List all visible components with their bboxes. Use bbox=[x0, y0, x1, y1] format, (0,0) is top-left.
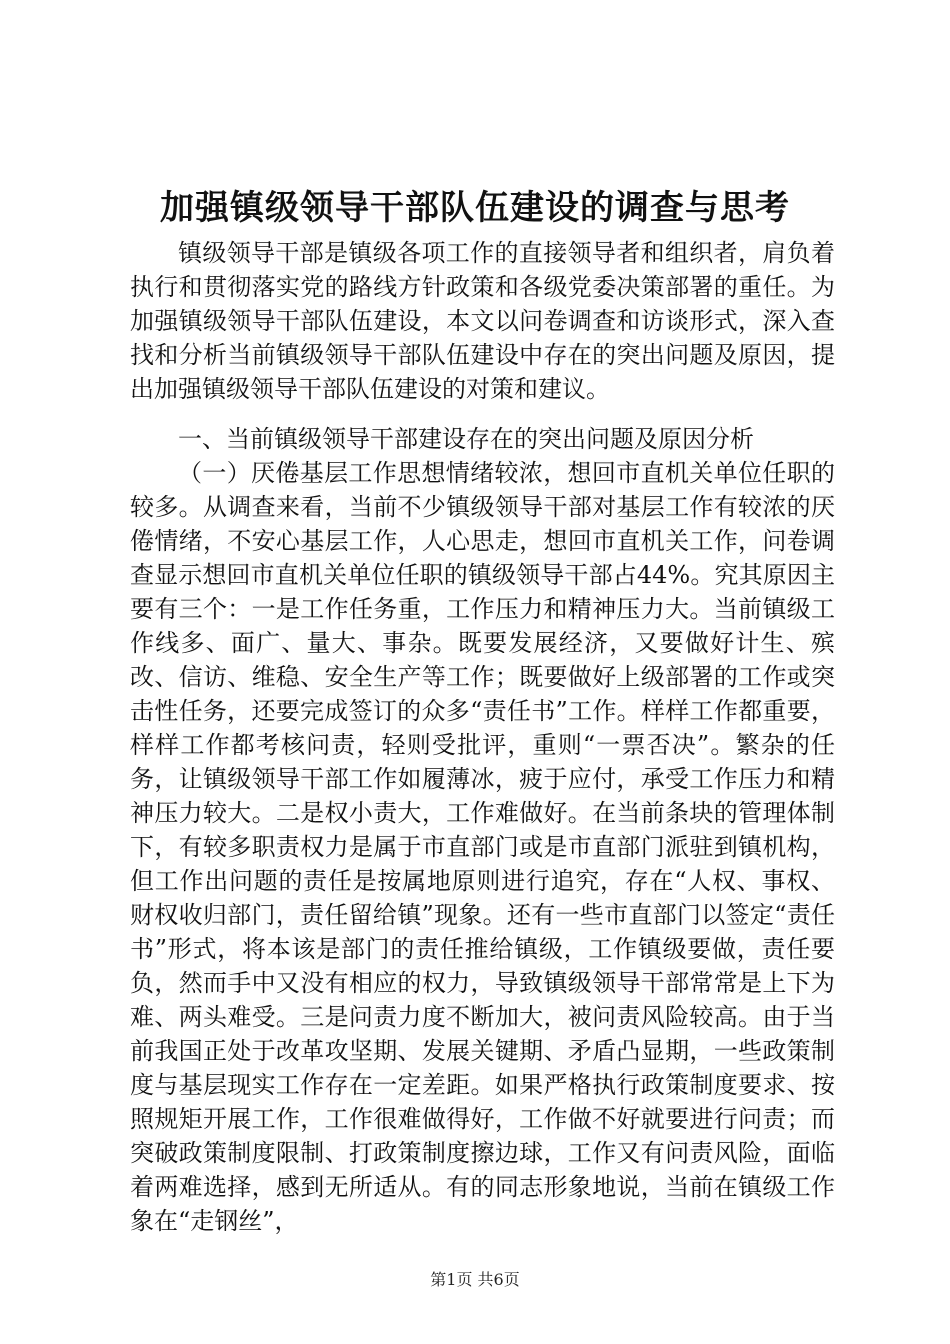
section-heading: 一、当前镇级领导干部建设存在的突出问题及原因分析 bbox=[178, 425, 754, 453]
intro-paragraph: 镇级领导干部是镇级各项工作的直接领导者和组织者，肩负着执行和贯彻落实党的路线方针政策和各级党委决策部署的重任。为加强镇级领导干部队伍建设，本文以问卷调查和访谈形式，深入查找和分析当前镇级领导干部队伍建设中存在的突出问题及原因，提出加强镇级领导干部队伍建设的对策和建议。 bbox=[130, 239, 835, 403]
page-number-footer: 第1页 共6页 bbox=[430, 1270, 520, 1289]
body-paragraph: （一）厌倦基层工作思想情绪较浓，想回市直机关单位任职的较多。从调查来看，当前不少镇级领导干部对基层工作有较浓的厌倦情绪，不安心基层工作，人心思走，想回市直机关工作，问卷调查显示想回市直机关单位任职的镇级领导干部占44%。究其原因主要有三个：一是工作任务重，工作压力和精神压力大。当前镇级工作线多、面广、量大、事杂。既要发展经济，又要做好计生、殡改、信访、维稳、安全生产等工作；既要做好上级部署的工作或突击性任务，还要完成签订的众多“责任书”工作。样样工作都重要，样样工作都考核问责，轻则受批评，重则“一票否决”。繁杂的任务，让镇级领导干部工作如履薄冰，疲于应付，承受工作压力和精神压力较大。二是权小责大，工作难做好。在当前条块的管理体制下，有较多职责权力是属于市直部门或是市直部门派驻到镇机构，但工作出问题的责任是按属地原则进行追究，存在“人权、事权、财权收归部门，责任留给镇”现象。还有一些市直部门以签定“责任书”形式，将本该是部门的责任推给镇级，工作镇级要做，责任要负，然而手中又没有相应的权力，导致镇级领导干部常常是上下为难、两头难受。三是问责力度不断加大，被问责风险较高。由于当前我国正处于改革攻坚期、发展关键期、矛盾凸显期，一些政策制度与基层现实工作存在一定差距。如果严格执行政策制度要求、按照规矩开展工作，工作很难做得好，工作做不好就要进行问责；而突破政策制度限制、打政策制度擦边球，工作又有问责风险，面临着两难选择，感到无所适从。有的同志形象地说，当前在镇级工作象在“走钢丝”， bbox=[130, 459, 835, 1235]
document-title: 加强镇级领导干部队伍建设的调查与思考 bbox=[160, 188, 790, 228]
